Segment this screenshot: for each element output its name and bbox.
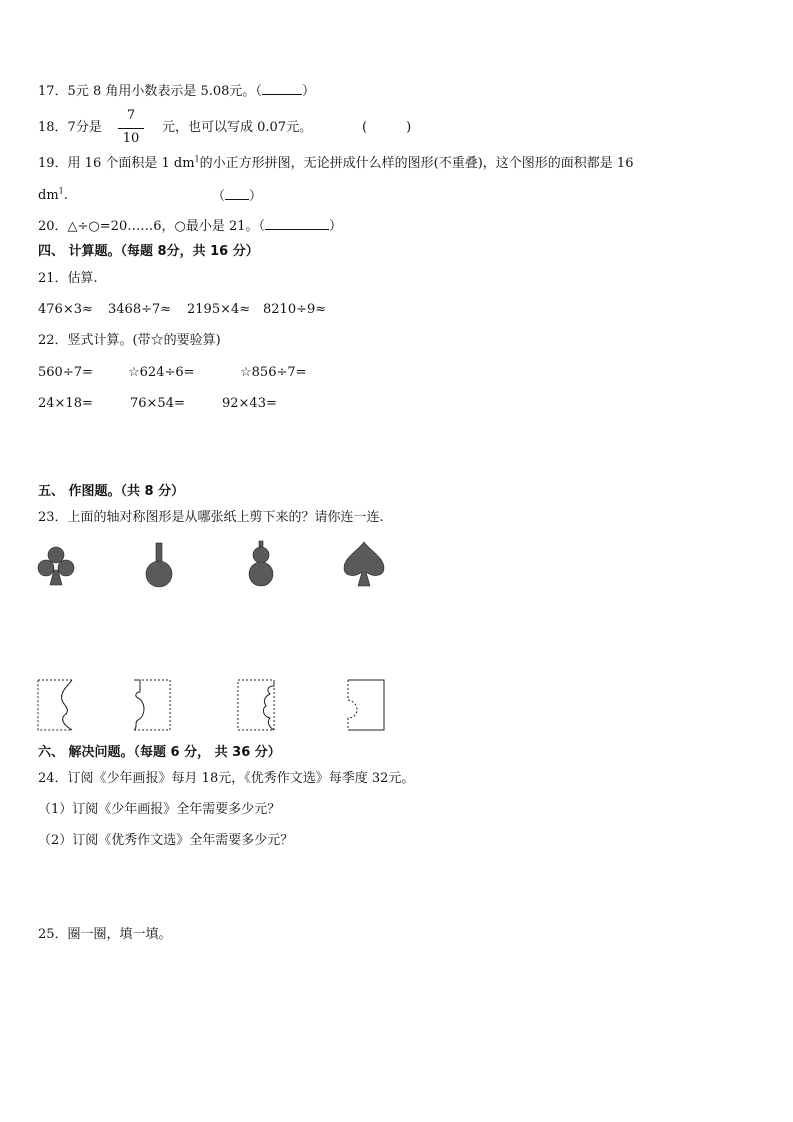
- paper-option-b-icon[interactable]: [132, 678, 174, 732]
- section-4-title: 四、 计算题。（每题 8分，共 16 分）: [38, 244, 259, 259]
- q21-title: 21．估算.: [38, 271, 98, 286]
- question-19-line1: [38, 155, 633, 173]
- q19-superscript-1: 1: [194, 154, 200, 164]
- q17-close: ）: [301, 84, 315, 99]
- q22-item: 76×54=: [130, 396, 185, 411]
- q19-answer[interactable]: [212, 187, 262, 206]
- question-20: [38, 217, 342, 236]
- q25-title: 25．圈一圈，填一填。: [38, 927, 172, 942]
- q21-item: 3468÷7≈: [108, 302, 172, 317]
- q17-answer-blank[interactable]: [262, 82, 302, 95]
- paper-option-c-icon[interactable]: [236, 678, 278, 732]
- q22-item: 24×18=: [38, 396, 93, 411]
- section-5-title: 五、 作图题。（共 8 分）: [38, 484, 185, 499]
- question-17: [38, 82, 315, 101]
- q20-text: 20．△÷○=20……6，○最小是 21。（: [38, 219, 265, 234]
- q18-suffix: 元，也可以写成 0.07元。: [162, 120, 313, 135]
- q18-fraction-denominator: 10: [122, 131, 140, 146]
- q20-close: ）: [329, 219, 343, 234]
- q19-period: .: [63, 188, 68, 203]
- q22-title: 22．竖式计算。(带☆的要验算): [38, 333, 221, 348]
- paper-option-d-icon[interactable]: [346, 678, 388, 732]
- paper-option-a-icon[interactable]: [36, 678, 78, 732]
- q21-item: 476×3≈: [38, 302, 93, 317]
- q19-superscript-2: 1: [58, 186, 64, 196]
- spade-shape-icon[interactable]: [342, 540, 386, 588]
- club-shape-icon[interactable]: [36, 544, 76, 588]
- q18-answer-paren[interactable]: ( ): [362, 120, 412, 135]
- question-19-line2: [38, 187, 68, 205]
- q20-answer-blank[interactable]: [265, 217, 329, 230]
- q24-title: 24．订阅《少年画报》每月 18元，《优秀作文选》每季度 32元。: [38, 771, 415, 786]
- q18-fraction-numerator: 7: [126, 108, 136, 123]
- section-6-title: 六、 解决问题。（每题 6 分， 共 36 分）: [38, 745, 281, 760]
- q22-item: ☆856÷7=: [240, 365, 307, 380]
- q22-item: ☆624÷6=: [128, 365, 195, 380]
- q19-unit: dm: [38, 188, 59, 203]
- q18-prefix: 18．7分是: [38, 120, 102, 135]
- q18-fraction-bar: [118, 128, 144, 129]
- q19-paren-close: ）: [249, 189, 263, 204]
- q23-title: 23．上面的轴对称图形是从哪张纸上剪下来的？请你连一连.: [38, 510, 384, 525]
- q19-paren-open: （: [212, 189, 226, 204]
- q24-sub-1: （1）订阅《少年画报》全年需要多少元？: [38, 802, 281, 817]
- q19-text-b: 的小正方形拼图，无论拼成什么样的图形(不重叠)，这个图形的面积都是 16: [199, 156, 634, 171]
- q19-text-a: 19．用 16 个面积是 1 dm: [38, 156, 195, 171]
- q22-item: 92×43=: [222, 396, 277, 411]
- q17-text: 17．5元 8 角用小数表示是 5.08元。（: [38, 84, 262, 99]
- ball-on-stick-shape-icon[interactable]: [140, 543, 178, 589]
- gourd-shape-icon[interactable]: [244, 541, 278, 589]
- q22-item: 560÷7=: [38, 365, 93, 380]
- q21-item: 8210÷9≈: [263, 302, 327, 317]
- q18-fraction: [118, 108, 144, 149]
- q19-answer-blank[interactable]: [225, 187, 249, 200]
- q21-item: 2195×4≈: [187, 302, 251, 317]
- q24-sub-2: （2）订阅《优秀作文选》全年需要多少元？: [38, 833, 294, 848]
